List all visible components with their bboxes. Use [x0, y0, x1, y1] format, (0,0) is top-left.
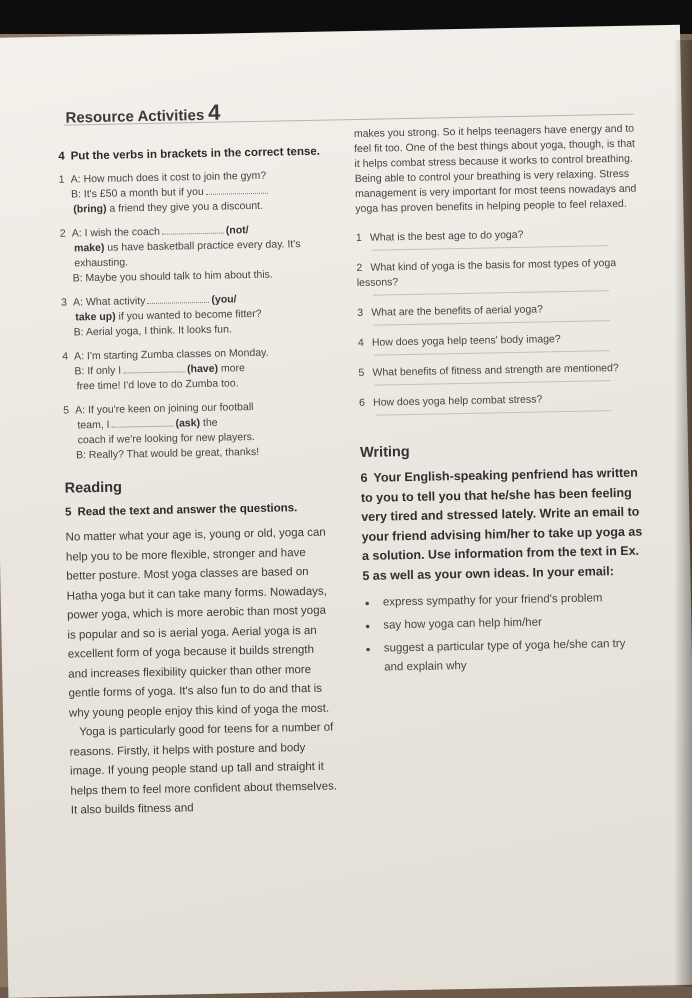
- answer-line[interactable]: [374, 320, 610, 326]
- page-edge-shadow: [674, 40, 692, 987]
- question-item: 6 How does yoga help combat stress?: [359, 391, 641, 416]
- dialogue-line: team, I (ask) the: [77, 416, 218, 432]
- answer-gap[interactable]: [162, 225, 224, 235]
- writing-bullet: • suggest a particular type of yoga he/she can try and explain why: [364, 635, 647, 678]
- dialogue-line: B: It's £50 a month but if you: [59, 183, 327, 203]
- dialogue-line: B: Really? That would be great, thanks!: [75, 445, 260, 462]
- reading-paragraph-1: No matter what your age is, young or old, yoga can help you to be more flexible, stronger and have better posture. Most yoga classes are based on Hatha yoga but it can take many forms. Nowadays, power yoga, which is more aerobic than most yoga is popular and so is aerial yoga. Aerial yoga is an excellent form of yoga because it builds strength and increases flexibility quicker than other more gentle forms of yoga. It's also fun to do and that is why young people enjoy this kind of yoga the most.: [65, 526, 330, 720]
- item-number: 4: [62, 350, 69, 363]
- dialogue-line: free time! I'd love to do Zumba too.: [76, 377, 239, 393]
- answer-gap[interactable]: [206, 185, 268, 195]
- answer-line[interactable]: [373, 290, 609, 296]
- question-item: 5 What benefits of fitness and strength are mentioned?: [358, 361, 640, 386]
- dialogue-line: 3 A: What activity (you/: [60, 293, 237, 309]
- reading-heading: Reading: [64, 479, 123, 497]
- question-item: 2 What kind of yoga is the basis for most types of yoga lessons?: [356, 256, 639, 296]
- dialogue-line: make) us have basketball practice every day. It's exhausting.: [73, 238, 301, 270]
- item-number: 1: [58, 173, 65, 186]
- answer-line[interactable]: [372, 245, 608, 251]
- dialogue-line: B: Aerial yoga, I think. It looks fun.: [73, 323, 232, 339]
- answer-line[interactable]: [374, 350, 610, 356]
- task4-item: [62, 345, 331, 395]
- answer-line[interactable]: [375, 410, 611, 416]
- question-item: 1 What is the best age to do yoga?: [356, 226, 638, 251]
- item-number: 5: [63, 404, 70, 417]
- task4-item: [60, 222, 329, 287]
- dialogue-line: 2 A: I wish the coach (not/: [59, 224, 249, 240]
- reading-questions: [356, 226, 641, 416]
- task4-items: [59, 168, 333, 464]
- worksheet-page: [0, 25, 692, 998]
- reading-paragraph-2: Yoga is particularly good for teens for a number of reasons. Firstly, it helps with posture and body image. If young people stand up tall and straight it helps them to feel more confident about themselves. It also builds fitness and: [69, 721, 338, 817]
- answer-gap[interactable]: [111, 418, 173, 428]
- title-text: Resource Activities: [65, 106, 205, 127]
- writing-bullets: [363, 589, 647, 678]
- right-column: [354, 122, 647, 682]
- task6-text: 6 Your English-speaking penfriend has written to you to tell you that he/she has been feeling very tired and stressed lately. Write an email to your friend advising him/her to take up yoga as a solution. Use information from the text in Ex. 5 as well as your own ideas. In your email:: [360, 465, 643, 583]
- writing-heading: Writing: [359, 444, 410, 461]
- dialogue-line: 1 A: How much does it cost to join the gym?: [58, 169, 267, 186]
- task4-item: [59, 168, 328, 218]
- title-number: 4: [207, 99, 221, 125]
- task5-title: 5 Read the text and answer the questions.: [65, 502, 298, 519]
- answer-line[interactable]: [375, 380, 611, 386]
- dialogue-line: take up) if you wanted to become fitter?: [75, 307, 262, 324]
- writing-bullet: • say how yoga can help him/her: [363, 612, 645, 636]
- dialogue-line: 4 A: I'm starting Zumba classes on Monday.: [62, 346, 269, 363]
- question-item: 3 What are the benefits of aerial yoga?: [357, 301, 639, 326]
- dialogue-line: 5 A: If you're keen on joining our football: [63, 401, 254, 417]
- dialogue-line: coach if we're looking for new players.: [77, 430, 255, 447]
- answer-gap[interactable]: [147, 294, 209, 304]
- reading-continued: makes you strong. So it helps teenagers have energy and to feel fit too. One of the best things about yoga, though, is that it helps combat stress because it works to control breathing. Being able to control your breathing is very relaxing. Stress management is very important for most teens nowadays and yoga has proven benefits in helping people to feel relaxed.: [353, 122, 637, 216]
- item-number: 3: [60, 296, 68, 309]
- left-column: [58, 144, 339, 822]
- item-number: 2: [59, 227, 66, 240]
- task4-title: 4 Put the verbs in brackets in the correct tense.: [58, 145, 321, 163]
- dialogue-line: B: If only I (have) more: [74, 362, 245, 378]
- answer-gap[interactable]: [123, 363, 185, 373]
- task4-item: [61, 291, 330, 341]
- writing-bullet: • express sympathy for your friend's problem: [363, 589, 645, 613]
- question-item: 4 How does yoga help teens' body image?: [358, 331, 640, 356]
- dialogue-line: (bring) a friend they give you a discount.: [73, 199, 264, 216]
- task4-item: [63, 399, 332, 464]
- dialogue-line: B: Maybe you should talk to him about this.: [72, 268, 273, 285]
